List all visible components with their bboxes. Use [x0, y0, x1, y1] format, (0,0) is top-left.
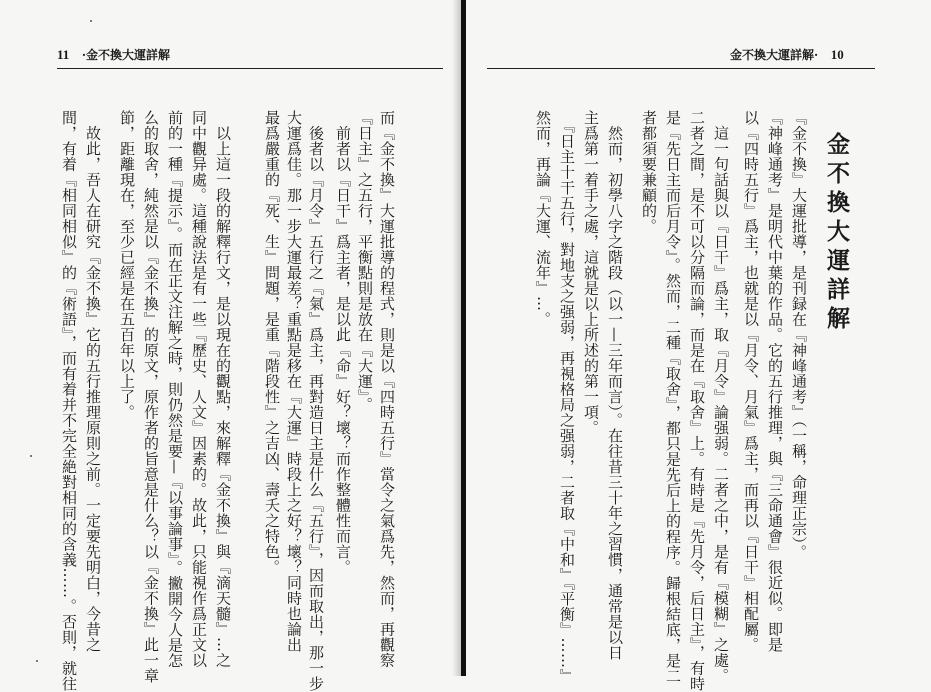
- left-header-rule: [57, 68, 443, 69]
- left-page: [0, 0, 461, 692]
- text-column: 二者之間，是不可以分隔而論，而是在『取舍』上。有時是『先月令，后日主』，有時: [688, 110, 706, 692]
- left-page-number: 11: [57, 47, 70, 62]
- book-spine: [461, 0, 466, 676]
- text-column: 故此，吾人在研究『金不換』它的五行推理原則之前。一定要先明白，今昔之: [84, 110, 102, 653]
- text-column: 『日主十干五行，對地支之强弱，再視格局之强弱，二者取『中和』『平衡』……』: [558, 110, 576, 684]
- chapter-title: 金不換大運詳解: [823, 132, 850, 335]
- text-column: 然而，再論『大運、流年』…。: [534, 110, 552, 327]
- text-column: 最爲嚴重的『死、生』問題，是重『階段性』之吉凶、壽夭之特色。: [263, 110, 281, 575]
- text-column: 以上這一段的解釋行文，是以現在的觀點，來解釋『金不換』與『滴天髓』…之: [214, 110, 232, 668]
- left-running-header: ·金不換大運詳解: [81, 48, 171, 62]
- text-column: 後者以『月令』五行之『氣』爲主，再對造日主是什么『五行』，因而取出，那一步: [307, 110, 325, 692]
- text-column: 前的一種『提示』。而在正文注解之時，則仍然是要—『以事論事』。撇開今人是怎: [166, 110, 184, 669]
- text-column: 『日主』之五行，平衡點則是放在『大運』。: [356, 110, 374, 413]
- text-column: 間，有着『相同相似』的『術語』，而有着并不完全絶對相同的含義……。否則，就往: [60, 110, 78, 692]
- text-column: 『金不換』大運批導，是刊録在『神峰通考』（一稱，命理正宗）。: [790, 110, 808, 560]
- text-column: 而『金不換』大運批導的程式，則是以『四時五行』當令之氣爲先，然而，再觀察: [378, 110, 396, 668]
- text-column: 然而，初學八字之階段（以一—三年而言）。在往昔三十年之習慣，通常是以日: [606, 110, 624, 661]
- text-column: 者都須要兼顧的。: [640, 110, 658, 234]
- text-column: 么的取舍，純然是以『金不換』的原文，原作者的旨意是什么？以『金不換』此一章: [142, 110, 160, 684]
- scan-speck: [30, 455, 32, 457]
- right-header-rule: [487, 68, 875, 69]
- text-column: 是『先日主而后月令』。然而，二種『取舍』，都只是先后上的程序。歸根結底，是二: [664, 110, 682, 684]
- right-page-number: 10: [830, 47, 844, 62]
- left-page-header: [57, 46, 170, 63]
- text-column: 主爲第一着手之處，這就是以上所述的第一項。: [582, 110, 600, 436]
- text-column: 前者以『日干』爲主者，是以此『命』好？壞？而作整體性而言。: [334, 110, 352, 575]
- text-column: 節，距離現在，至少已經是在五百年以上了。: [118, 110, 136, 420]
- scan-speck: [36, 660, 38, 662]
- text-column: 同中觀异處。這種說法是有一些『歷史、人文』因素的。故此，只能視作爲正文以: [190, 110, 208, 668]
- text-column: 大運爲佳。那一步大運最差？重點是移在『大運』時段上之好？壞？同時也論出: [285, 110, 303, 653]
- right-page-header: [730, 46, 844, 63]
- text-column: 以『四時五行』爲主，也就是以『月令、月氣』爲主，而再以『日干』相配屬。: [742, 110, 760, 653]
- text-column: 這一句話與以『日干』爲主，取『月令』論强弱。二者之中，是有『模糊』之處。: [712, 110, 730, 684]
- right-running-header: 金不換大運詳解·: [730, 48, 819, 62]
- text-column: 『神峰通考』是明代中葉的作品。它的五行推理，與『三命通會』很近似。即是: [766, 110, 784, 653]
- scan-speck: [90, 20, 92, 22]
